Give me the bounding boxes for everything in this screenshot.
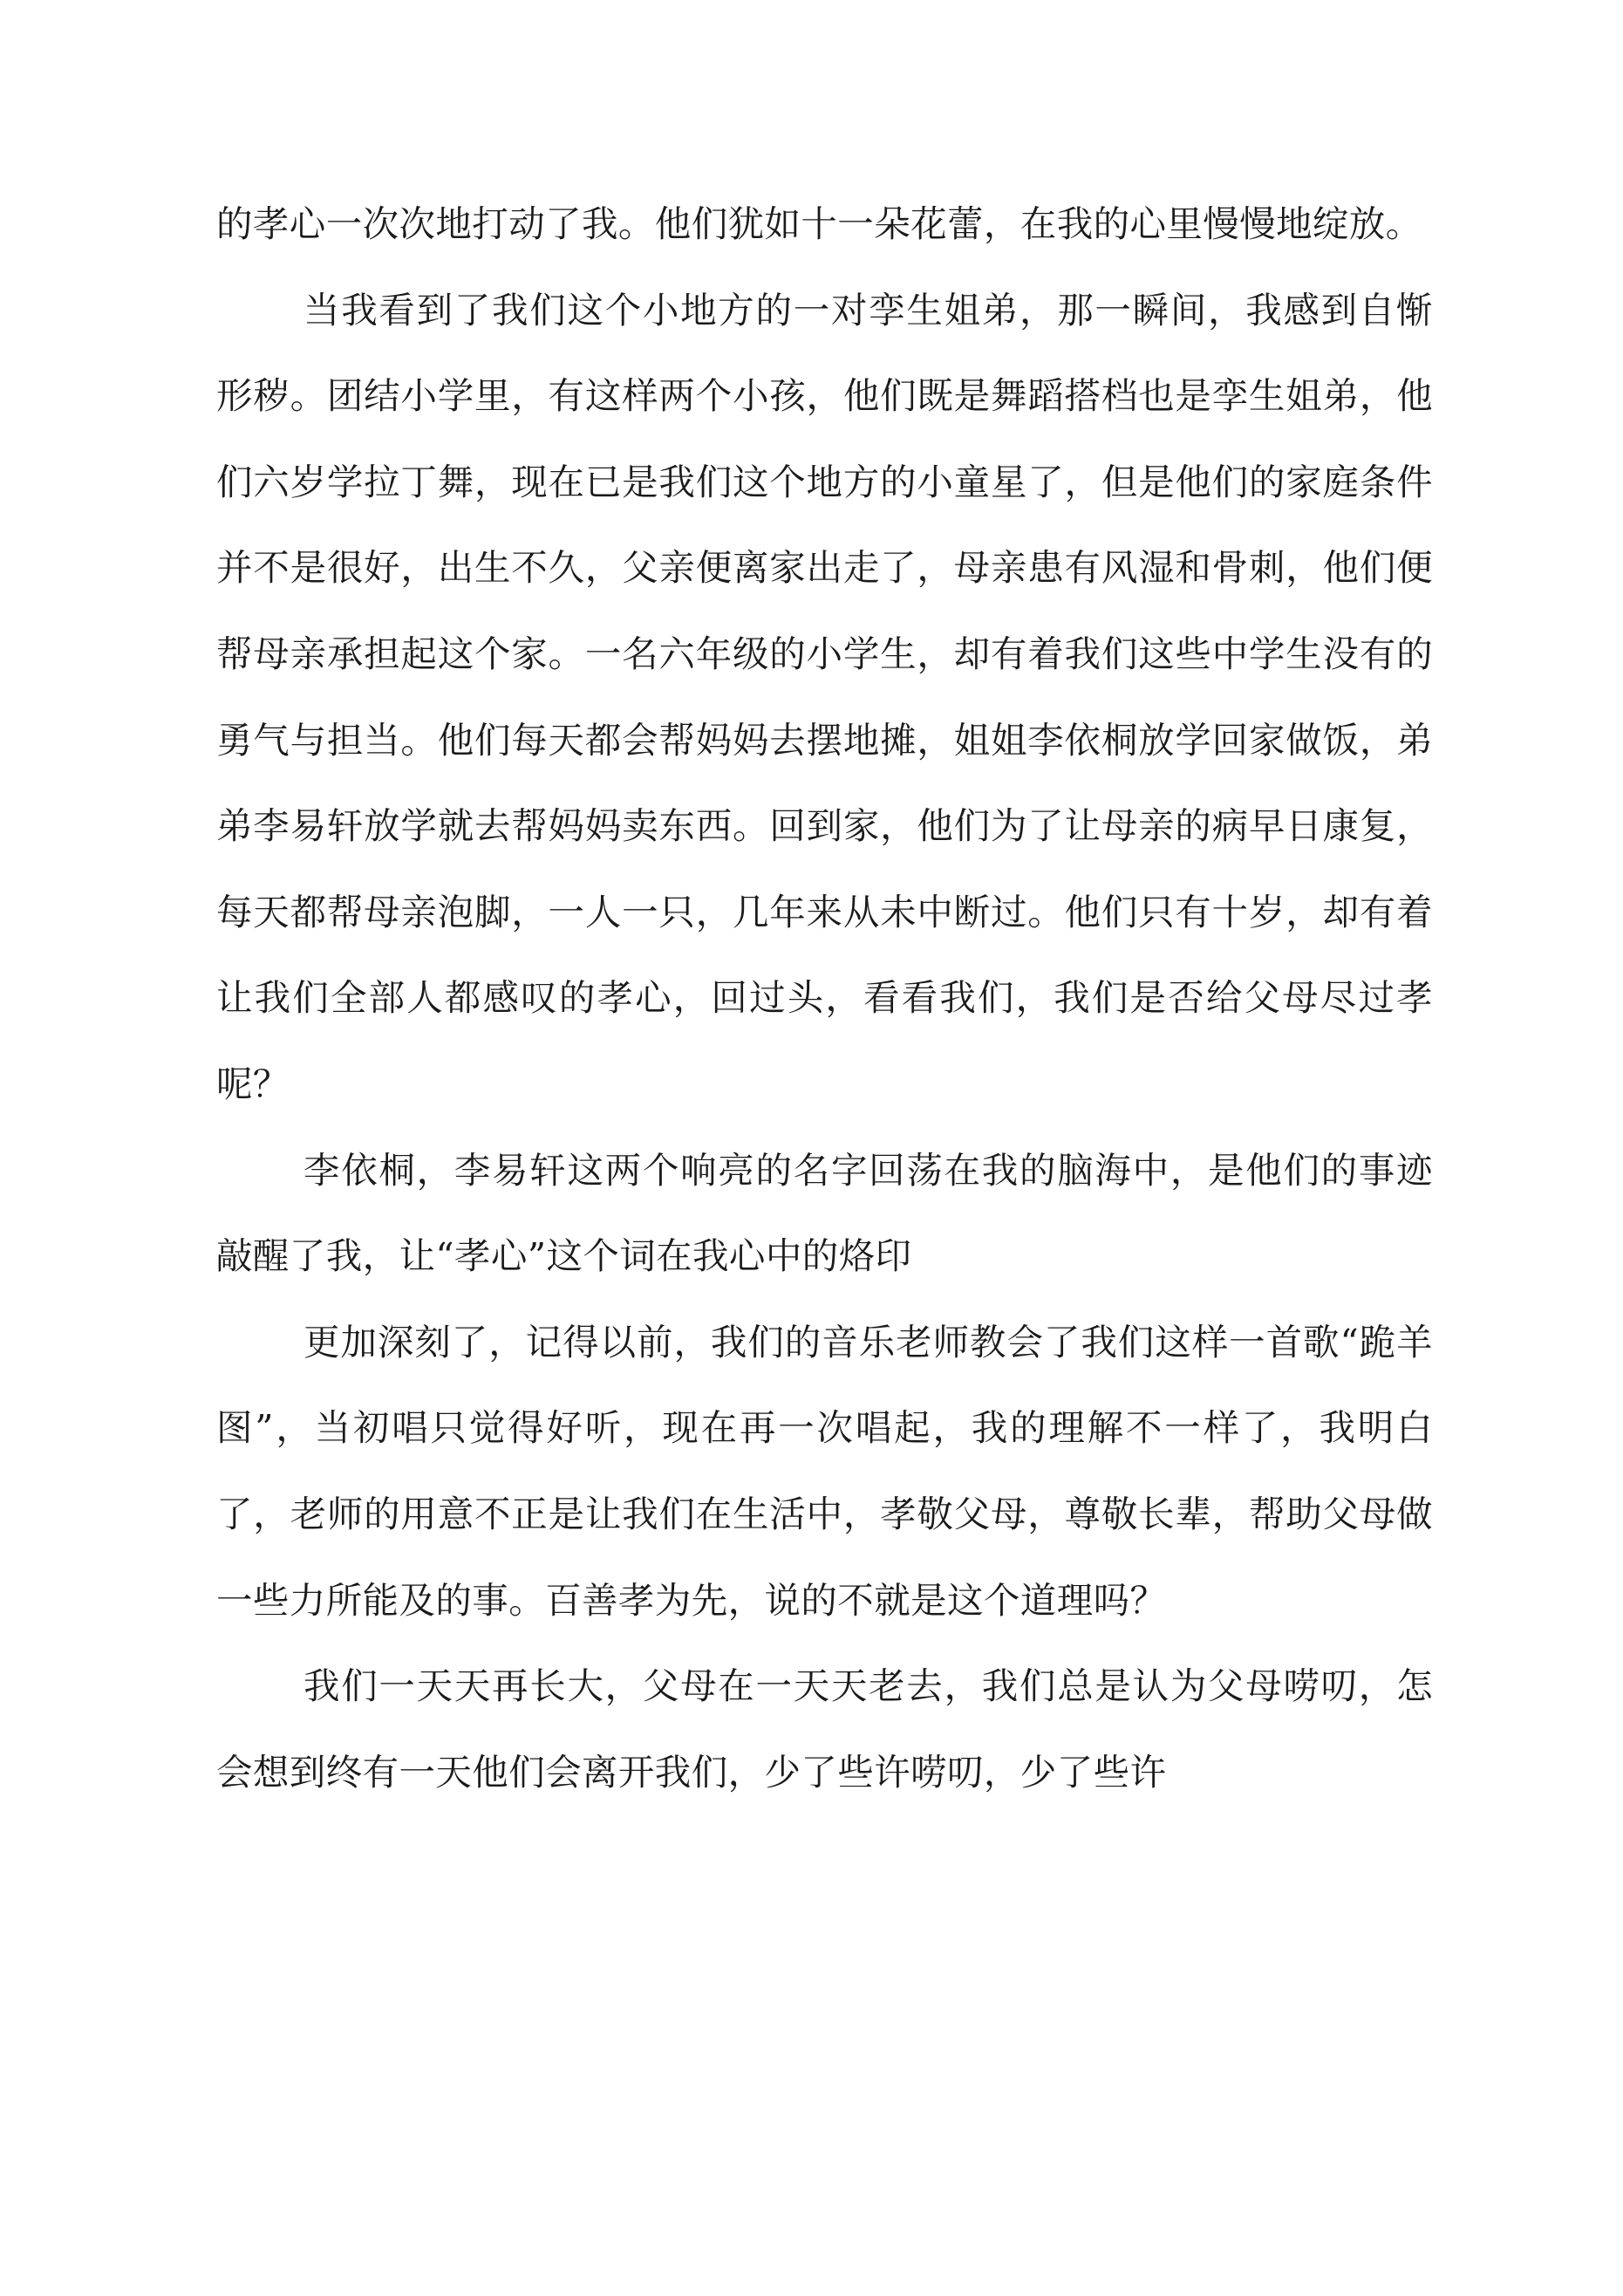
paragraph-continuation: 的孝心一次次地打动了我。他们犹如十一朵花蕾，在我的心里慢慢地绽放。 xyxy=(216,202,1422,245)
paragraph-song: 更加深刻了，记得以前，我们的音乐老师教会了我们这样一首歌“跪羊图”，当初唱只觉得好听，现在再一次唱起，我的理解不一样了，我明白了，老师的用意不正是让我们在生活中，孝敬父母，尊敬长辈，帮助父母做一些力所能及的事。百善孝为先，说的不就是这个道理吗？ xyxy=(216,1320,1433,1622)
paragraph-names-echo: 李依桐，李易轩这两个响亮的名字回荡在我的脑海中，是他们的事迹敲醒了我，让“孝心”这个词在我心中的烙印 xyxy=(216,1148,1433,1278)
paragraph-twins-story: 当我看到了我们这个小地方的一对孪生姐弟，那一瞬间，我感到自惭形秽。团结小学里，有这样两个小孩，他们既是舞蹈搭档也是孪生姐弟，他们六岁学拉丁舞，现在已是我们这个地方的小童星了，但是他们的家庭条件并不是很好，出生不久，父亲便离家出走了，母亲患有风湿和骨刺，他们便帮母亲承担起这个家。一名六年级的小学生，却有着我们这些中学生没有的勇气与担当。他们每天都会帮妈妈去摆地摊，姐姐李依桐放学回家做饭，弟弟李易轩放学就去帮妈妈卖东西。回到家，他们为了让母亲的病早日康复，每天都帮母亲泡脚，一人一只，几年来从未中断过。他们只有十岁，却有着让我们全部人都感叹的孝心，回过头，看看我们，我们是否给父母尽过孝呢？ xyxy=(216,288,1433,1105)
paragraph-growing-up: 我们一天天再长大，父母在一天天老去，我们总是认为父母唠叨，怎会想到终有一天他们会离开我们，少了些许唠叨，少了些许 xyxy=(216,1664,1433,1794)
document-body xyxy=(216,181,1433,1815)
